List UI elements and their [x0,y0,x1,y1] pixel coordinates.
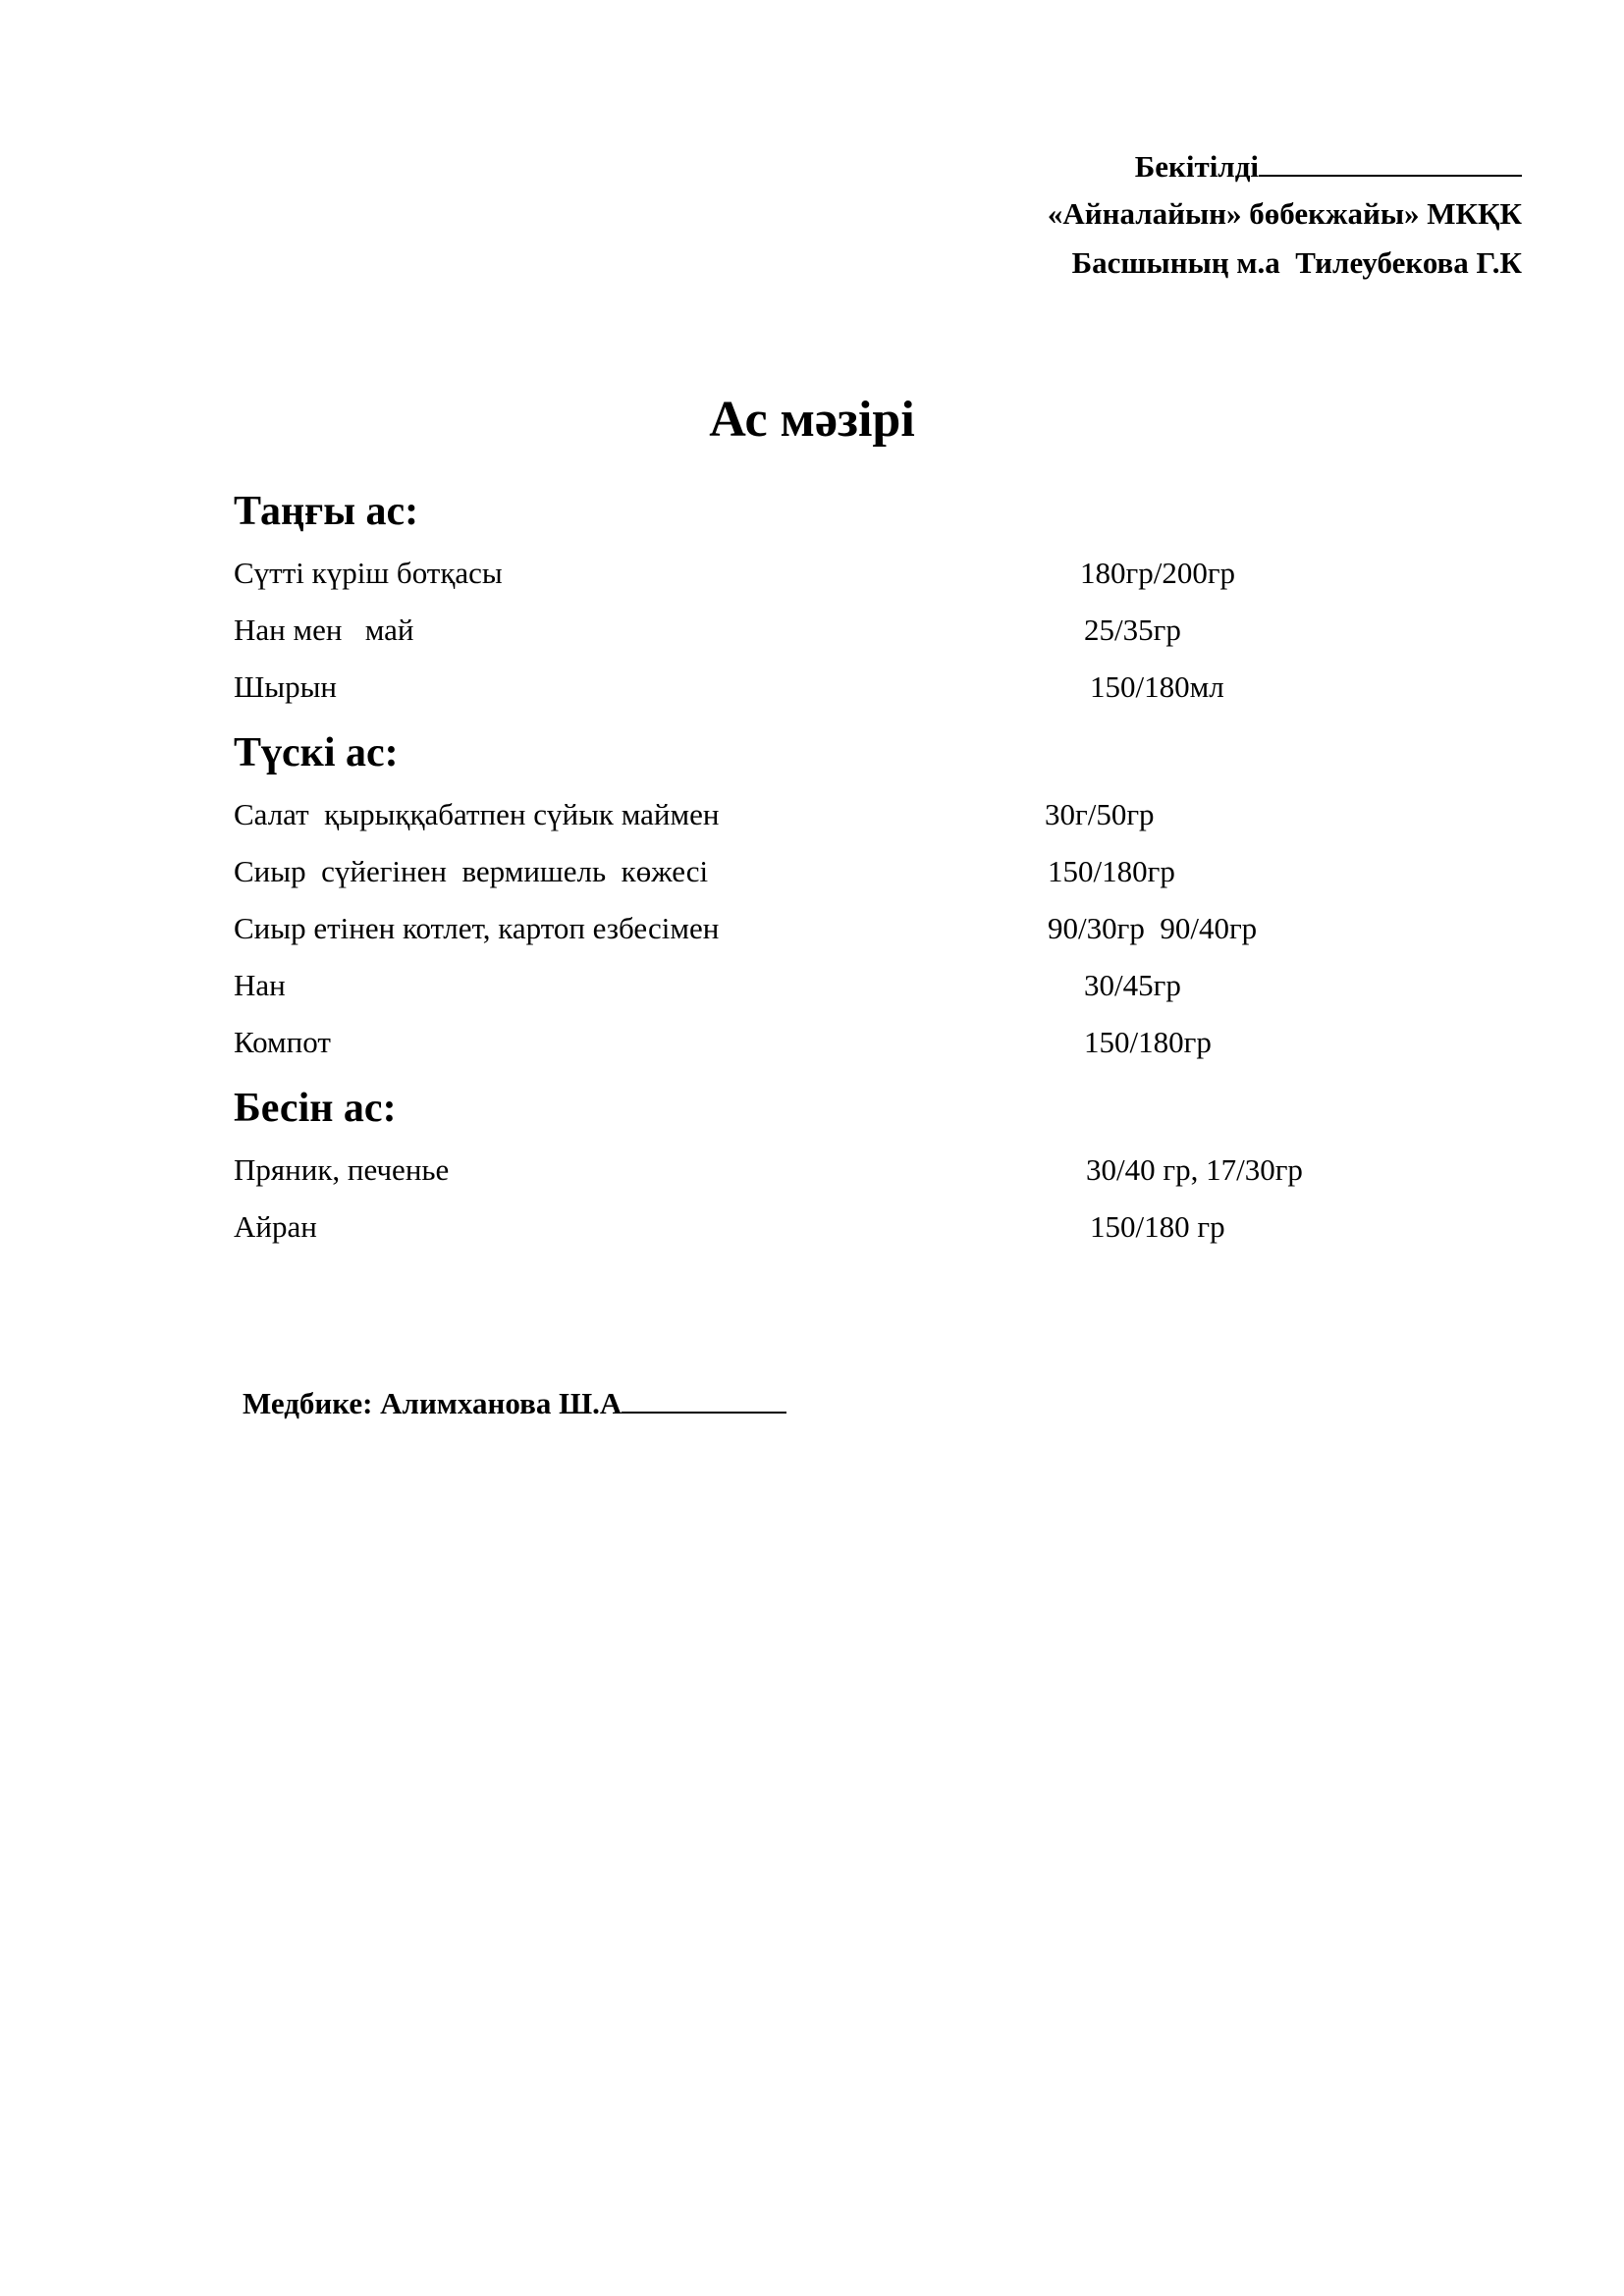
menu-item [234,850,1412,907]
item-amount: 90/30гр 90/40гр [1048,911,1258,945]
item-amount: 150/180мл [1090,669,1224,704]
page-title: Ас мәзірі [709,392,915,448]
item-amount: 30г/50гр [1045,797,1155,831]
menu-item [234,907,1412,964]
item-name: Пряник, печенье [234,1152,450,1187]
item-amount: 150/180 гр [1090,1209,1225,1244]
approval-line [1048,149,1522,198]
section-heading: Бесін ас: [234,1086,397,1131]
menu-section-lunch [234,722,1412,1078]
item-name: Салат қырыққабатпен сүйык маймен [234,797,720,831]
item-name: Нан [234,968,286,1002]
signature-label: Медбике: Алимханова Ш.А [243,1386,623,1420]
section-heading: Түскі ас: [234,730,399,775]
organization-name: «Айналайын» бөбекжайы» МКҚК [1047,196,1522,231]
signature-line [622,1386,786,1414]
item-amount: 30/45гр [1084,968,1181,1002]
nurse-signature [243,1386,786,1421]
item-name: Сиыр етінен котлет, картоп езбесімен [234,911,720,945]
menu-item [234,793,1412,850]
approval-signature-line [1259,149,1522,177]
item-name: Компот [234,1025,331,1059]
section-heading: Таңғы ас: [234,489,419,534]
menu-item [234,1148,1412,1205]
menu-item [234,1021,1412,1078]
menu-item [234,609,1412,666]
menu-item [234,964,1412,1021]
approved-label: Бекітілді [1134,149,1259,184]
menu-item [234,1205,1412,1262]
item-name: Сиыр сүйегінен вермишель көжесі [234,854,709,888]
approval-block [1048,149,1522,296]
menu-item [234,552,1412,609]
item-name: Сүтті күріш ботқасы [234,556,503,590]
item-name: Шырын [234,669,338,704]
head-name: Басшының м.а Тилеубекова Г.К [1071,245,1522,280]
item-amount: 180гр/200гр [1080,556,1236,590]
item-amount: 25/35гр [1084,613,1181,647]
item-name: Айран [234,1209,317,1244]
menu-section-breakfast [234,481,1412,722]
menu-item [234,666,1412,722]
menu-section-afternoon-snack [234,1078,1412,1262]
menu-list [234,481,1412,1262]
item-amount: 150/180гр [1084,1025,1212,1059]
item-name: Нан мен май [234,613,414,647]
item-amount: 30/40 гр, 17/30гр [1086,1152,1303,1187]
item-amount: 150/180гр [1048,854,1175,888]
